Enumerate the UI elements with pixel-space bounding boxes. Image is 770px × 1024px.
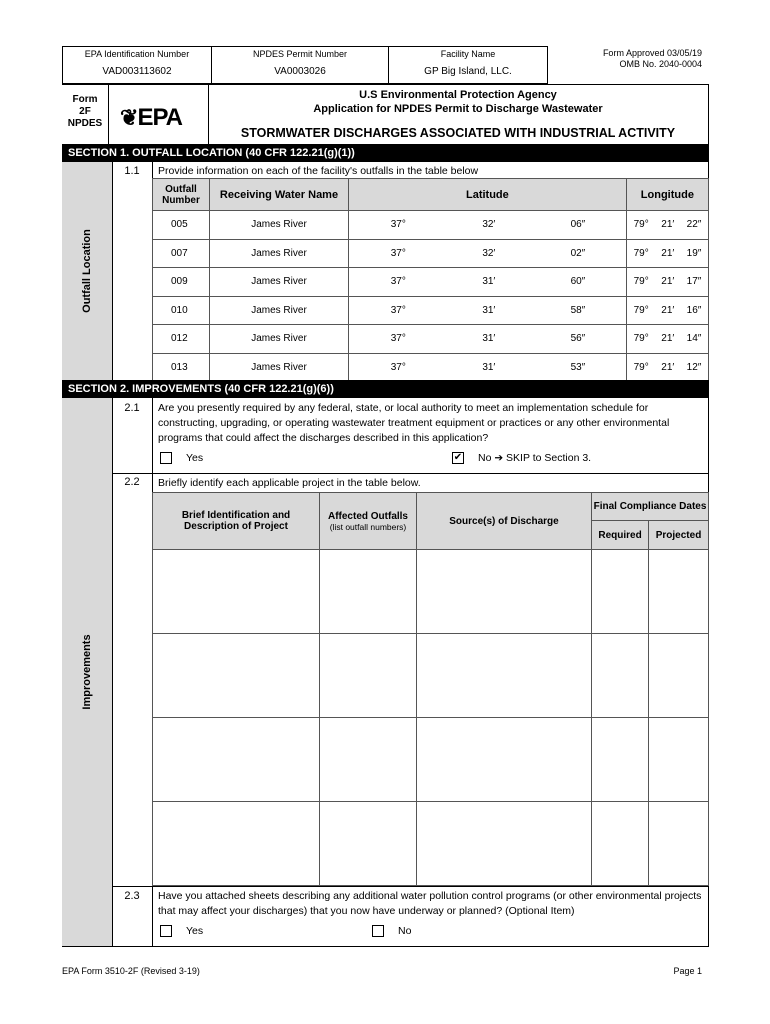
project-cell[interactable] — [417, 550, 592, 634]
lon-degrees-cell[interactable]: 79° — [626, 268, 655, 297]
receiving-water-cell[interactable]: James River — [210, 211, 349, 240]
lat-degrees-cell[interactable]: 37° — [349, 268, 448, 297]
lat-degrees-cell[interactable]: 37° — [349, 353, 448, 382]
agency-heading — [208, 88, 708, 116]
project-cell[interactable] — [153, 550, 320, 634]
form-line1: Form — [72, 94, 98, 105]
lat-minutes-cell[interactable]: 32′ — [448, 211, 530, 240]
q21-yes-option[interactable] — [160, 452, 203, 464]
lat-minutes-cell[interactable]: 31′ — [448, 325, 530, 354]
lon-minutes-cell[interactable]: 21′ — [656, 211, 680, 240]
q23-yes-label: Yes — [186, 925, 204, 937]
header-id-table — [62, 46, 548, 84]
project-cell[interactable] — [320, 634, 417, 718]
section1-side-label: Outfall Location — [81, 229, 93, 313]
project-row — [153, 802, 709, 886]
q22-number: 2.2 — [124, 476, 140, 488]
facility-cell — [389, 47, 548, 84]
project-cell[interactable] — [649, 550, 709, 634]
col-projected: Projected — [649, 521, 709, 550]
q21-no-checkbox[interactable]: ✔ — [453, 452, 463, 464]
section1-bar: SECTION 1. OUTFALL LOCATION (40 CFR 122.21(g)(1)) — [62, 144, 709, 162]
lon-seconds-cell[interactable]: 14″ — [680, 325, 709, 354]
receiving-water-cell[interactable]: James River — [210, 353, 349, 382]
project-row — [153, 718, 709, 802]
lat-degrees-cell[interactable]: 37° — [349, 239, 448, 268]
outfall-row — [153, 325, 709, 354]
omb-info — [603, 48, 702, 70]
lat-seconds-cell[interactable]: 60″ — [530, 268, 626, 297]
col-affected-title: Affected Outfalls — [327, 510, 408, 522]
col-required: Required — [592, 521, 649, 550]
project-cell[interactable] — [649, 718, 709, 802]
col-receiving-water: Receiving Water Name — [210, 179, 349, 211]
epa-logo — [120, 104, 182, 132]
project-cell[interactable] — [649, 634, 709, 718]
footer-page-number: Page 1 — [673, 966, 702, 976]
receiving-water-cell[interactable]: James River — [210, 325, 349, 354]
lat-degrees-cell[interactable]: 37° — [349, 325, 448, 354]
lon-degrees-cell[interactable]: 79° — [626, 325, 655, 354]
project-cell[interactable] — [649, 802, 709, 886]
project-cell[interactable] — [153, 802, 320, 886]
project-row — [153, 550, 709, 634]
lon-degrees-cell[interactable]: 79° — [626, 296, 655, 325]
lon-minutes-cell[interactable]: 21′ — [656, 353, 680, 382]
lon-minutes-cell[interactable]: 21′ — [656, 296, 680, 325]
q22-text: Briefly identify each applicable project in the table below. — [158, 477, 421, 489]
q23-number: 2.3 — [124, 890, 140, 902]
section2-side — [62, 398, 113, 946]
page-title: STORMWATER DISCHARGES ASSOCIATED WITH INDUSTRIAL ACTIVITY — [240, 126, 676, 140]
col-final-compliance: Final Compliance Dates — [592, 493, 709, 521]
epa-flower-icon: ❦ — [120, 105, 138, 130]
q23-yes-option[interactable] — [160, 925, 203, 937]
col-latitude: Latitude — [349, 179, 627, 211]
section2-bar: SECTION 2. IMPROVEMENTS (40 CFR 122.21(g)(6)) — [62, 380, 709, 398]
facility-value: GP Big Island, LLC. — [424, 66, 512, 77]
lon-degrees-cell[interactable]: 79° — [626, 211, 655, 240]
q21-number: 2.1 — [124, 402, 140, 414]
q23-no-option[interactable] — [372, 925, 411, 937]
project-cell[interactable] — [592, 718, 649, 802]
project-cell[interactable] — [153, 634, 320, 718]
project-cell[interactable] — [320, 802, 417, 886]
col-affected-sub: (list outfall numbers) — [329, 521, 407, 532]
project-cell[interactable] — [417, 802, 592, 886]
form-id — [62, 94, 108, 130]
receiving-water-cell[interactable]: James River — [210, 239, 349, 268]
q23-no-label: No — [398, 925, 412, 937]
form-line2: 2F — [79, 106, 91, 117]
lat-seconds-cell[interactable]: 56″ — [530, 325, 626, 354]
lon-seconds-cell[interactable]: 12″ — [680, 353, 709, 382]
q11-number: 1.1 — [124, 165, 140, 177]
q23-yes-checkbox[interactable] — [160, 925, 172, 937]
omb-line2: OMB No. 2040-0004 — [619, 59, 702, 69]
outfall-table — [152, 178, 709, 382]
outfall-row — [153, 239, 709, 268]
npdes-cell — [212, 47, 389, 84]
lon-seconds-cell[interactable]: 16″ — [680, 296, 709, 325]
col-sources: Source(s) of Discharge — [417, 493, 592, 550]
lat-seconds-cell[interactable]: 06″ — [530, 211, 626, 240]
outfall-row — [153, 268, 709, 297]
lon-minutes-cell[interactable]: 21′ — [656, 239, 680, 268]
outfall-number-cell[interactable]: 005 — [153, 211, 210, 240]
lon-seconds-cell[interactable]: 17″ — [680, 268, 709, 297]
section1-side — [62, 162, 113, 380]
epa-logo-text: EPA — [137, 104, 183, 131]
outfall-number-cell[interactable]: 013 — [153, 353, 210, 382]
project-cell[interactable] — [417, 718, 592, 802]
lon-degrees-cell[interactable]: 79° — [626, 239, 655, 268]
q21-text: Are you presently required by any federal, state, or local authority to meet an implementation schedule for constructing, upgrading, or operating wastewater treatment equipment or practices or any other environmental programs that could affect the discharges described in this application? — [158, 402, 670, 444]
q23-no-checkbox[interactable] — [372, 925, 384, 937]
col-affected-outfalls — [320, 493, 417, 550]
lon-seconds-cell[interactable]: 19″ — [680, 239, 709, 268]
project-cell[interactable] — [592, 634, 649, 718]
lon-degrees-cell[interactable]: 79° — [626, 353, 655, 382]
project-cell[interactable] — [320, 718, 417, 802]
epa-id-cell — [63, 47, 212, 84]
outfall-row — [153, 296, 709, 325]
col-outfall-number: Outfall Number — [153, 179, 210, 211]
project-row — [153, 634, 709, 718]
project-cell[interactable] — [592, 550, 649, 634]
project-cell[interactable] — [417, 634, 592, 718]
col-longitude: Longitude — [626, 179, 708, 211]
lat-minutes-cell[interactable]: 31′ — [448, 353, 530, 382]
lat-seconds-cell[interactable]: 53″ — [530, 353, 626, 382]
outfall-row — [153, 353, 709, 382]
q21-yes-label: Yes — [186, 452, 204, 464]
npdes-value: VA0003026 — [274, 66, 326, 77]
lat-degrees-cell[interactable]: 37° — [349, 211, 448, 240]
q11-text: Provide information on each of the facility's outfalls in the table below — [158, 165, 479, 177]
npdes-label: NPDES Permit Number — [252, 49, 348, 59]
lat-seconds-cell[interactable]: 58″ — [530, 296, 626, 325]
projects-table — [152, 492, 709, 886]
section2-side-label: Improvements — [81, 634, 93, 710]
lat-minutes-cell[interactable]: 32′ — [448, 239, 530, 268]
application-name: Application for NPDES Permit to Discharge Wastewater — [313, 103, 603, 115]
receiving-water-cell[interactable]: James River — [210, 296, 349, 325]
outfall-number-cell[interactable]: 007 — [153, 239, 210, 268]
lon-seconds-cell[interactable]: 22″ — [680, 211, 709, 240]
facility-label: Facility Name — [440, 49, 496, 59]
omb-line1: Form Approved 03/05/19 — [602, 48, 702, 58]
project-cell[interactable] — [320, 550, 417, 634]
q21-yes-checkbox[interactable] — [160, 452, 172, 464]
outfall-number-cell[interactable]: 009 — [153, 268, 210, 297]
form-line3: NPDES — [67, 118, 103, 129]
lat-minutes-cell[interactable]: 31′ — [448, 268, 530, 297]
q21-no-label: No ➔ SKIP to Section 3. — [478, 452, 592, 464]
outfall-row — [153, 211, 709, 240]
project-cell[interactable] — [153, 718, 320, 802]
q23-text: Have you attached sheets describing any additional water pollution control programs (or other environmental projects that may affect your discharges) that you now have underway or planned? (Optional Item) — [158, 890, 702, 917]
lat-degrees-cell[interactable]: 37° — [349, 296, 448, 325]
lon-minutes-cell[interactable]: 21′ — [656, 268, 680, 297]
lon-minutes-cell[interactable]: 21′ — [656, 325, 680, 354]
receiving-water-cell[interactable]: James River — [210, 268, 349, 297]
footer-form-number: EPA Form 3510-2F (Revised 3-19) — [62, 966, 200, 976]
epa-id-label: EPA Identification Number — [84, 49, 190, 59]
col-brief-identification: Brief Identification and Description of Project — [153, 493, 320, 550]
project-cell[interactable] — [592, 802, 649, 886]
lat-seconds-cell[interactable]: 02″ — [530, 239, 626, 268]
epa-id-value: VAD003113602 — [102, 66, 172, 77]
lat-minutes-cell[interactable]: 31′ — [448, 296, 530, 325]
outfall-number-cell[interactable]: 012 — [153, 325, 210, 354]
agency-name: U.S Environmental Protection Agency — [359, 89, 557, 101]
q21-no-option[interactable] — [452, 452, 591, 464]
outfall-number-cell[interactable]: 010 — [153, 296, 210, 325]
